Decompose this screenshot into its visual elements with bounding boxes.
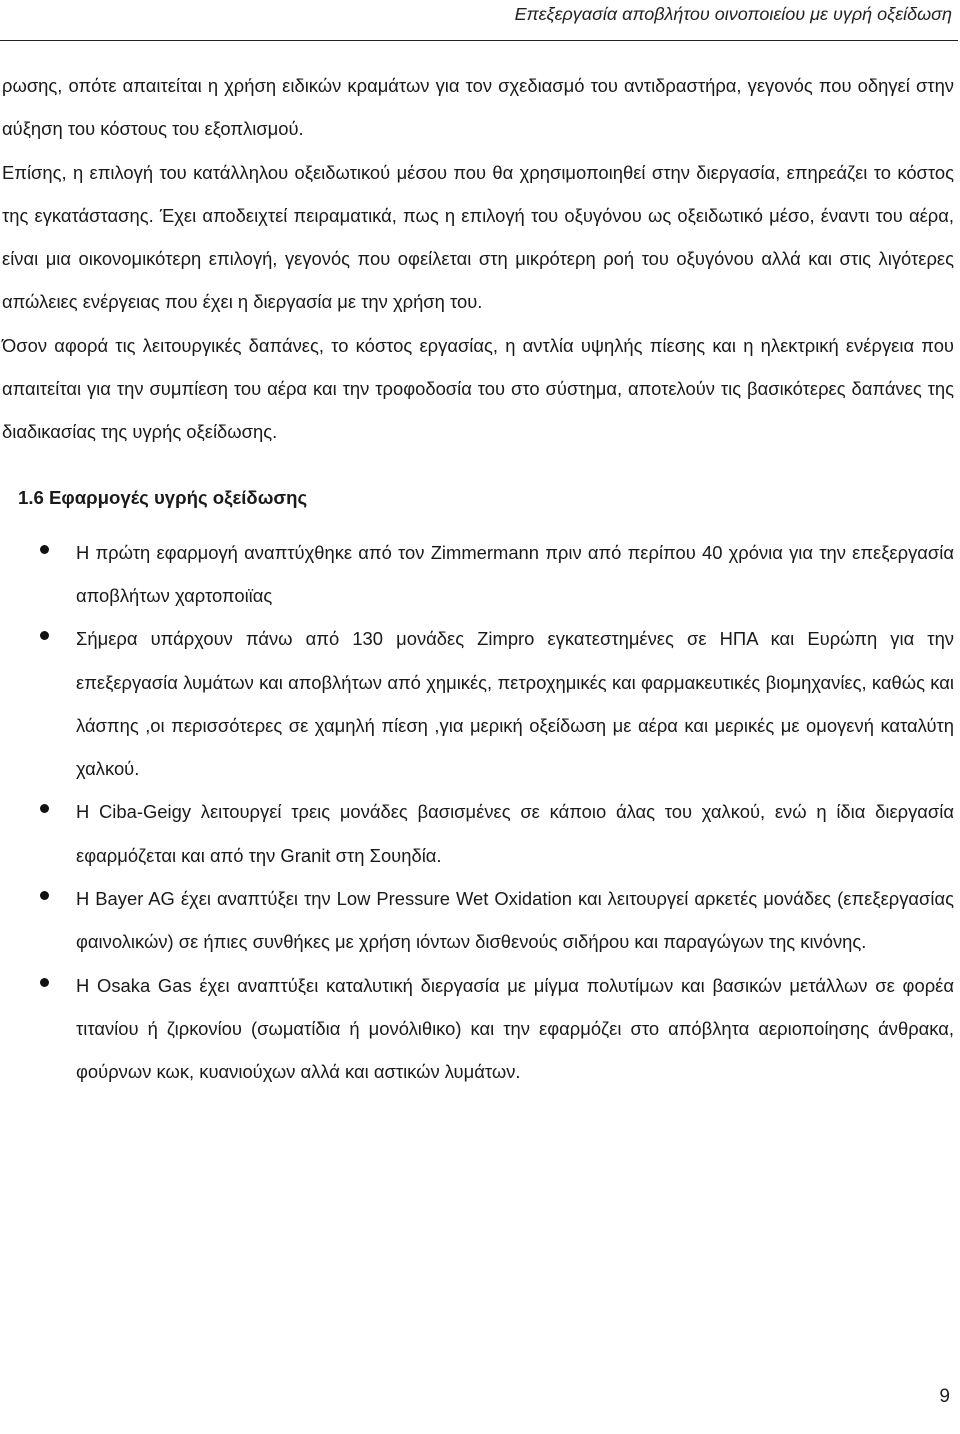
list-item: [2, 877, 954, 964]
paragraph-operating-costs: Όσον αφορά τις λειτουργικές δαπάνες, το κόστος εργασίας, η αντλία υψηλής πίεσης και η ηλεκτρική ενέργεια που απαιτείται για την συμπίεση του αέρα και την τροφοδοσία του στο σύστημα, αποτελούν τις βασικότερες δαπάνες της διαδικασίας της υγρής οξείδωσης.: [2, 334, 954, 443]
list-item-text: Η Bayer AG έχει αναπτύξει την Low Pressure Wet Oxidation και λειτουργεί αρκετές μονάδες (επεξεργασίας φαινολικών) σε ήπιες συνθήκες με χρήση ιόντων δισθενούς σιδήρου και παραγώγων της κινόνης.: [76, 888, 954, 953]
paragraph-continuation: ρωσης, οπότε απαιτείται η χρήση ειδικών κραμάτων για τον σχεδιασμό του αντιδραστήρα, γεγονός που οδηγεί στην αύξηση του κόστους του εξοπλισμού.: [2, 75, 954, 140]
list-item-text: Η Osaka Gas έχει αναπτύξει καταλυτική διεργασία με μίγμα πολυτίμων και βασικών μετάλλων σε φορέα τιτανίου ή ζιρκονίου (σωματίδια ή μονόλιθικο) και την εφαρμόζει στο απόβλητα αεριοποίησης άνθρακα, φούρνων κωκ, κυανιούχων αλλά και αστικών λυμάτων.: [76, 974, 954, 1083]
header-rule: [0, 40, 958, 41]
bullet-icon: [40, 804, 49, 813]
applications-list: [2, 531, 954, 1094]
list-item: [2, 790, 954, 877]
document-body: [2, 64, 954, 1094]
bullet-icon: [40, 978, 49, 987]
list-item-text: Η Ciba-Geigy λειτουργεί τρεις μονάδες βασισμένες σε κάποιο άλας του χαλκού, ενώ η ίδια διεργασία εφαρμόζεται και από την Granit στη Σουηδία.: [76, 801, 954, 866]
list-item: [2, 531, 954, 618]
list-item-text: Η πρώτη εφαρμογή αναπτύχθηκε από τον Zimmermann πριν από περίπου 40 χρόνια για την επεξεργασία αποβλήτων χαρτοποιϊας: [76, 541, 954, 606]
section-heading: 1.6 Εφαρμογές υγρής οξείδωσης: [18, 486, 308, 508]
list-item: [2, 617, 954, 790]
paragraph-oxidant-cost: Επίσης, η επιλογή του κατάλληλου οξειδωτικού μέσου που θα χρησιμοποιηθεί στην διεργασία, επηρεάζει το κόστος της εγκατάστασης. Έχει αποδειχτεί πειραματικά, πως η επιλογή του οξυγόνου ως οξειδωτικό μέσο, έναντι του αέρα, είναι μια οικονομικότερη επιλογή, γεγονός που οφείλεται στη μικρότερη ροή του οξυγόνου αλλά και στις λιγότερες απώλειες ενέργειας που έχει η διεργασία με την χρήση του.: [2, 161, 954, 313]
bullet-icon: [40, 891, 49, 900]
running-header: Επεξεργασία αποβλήτου οινοποιείου με υγρή οξείδωση: [514, 4, 952, 24]
bullet-icon: [40, 631, 49, 640]
bullet-icon: [40, 545, 49, 554]
list-item: [2, 964, 954, 1094]
list-item-text: Σήμερα υπάρχουν πάνω από 130 μονάδες Zimpro εγκατεστημένες σε ΗΠΑ και Ευρώπη για την επεξεργασία λυμάτων και αποβλήτων από χημικές, πετροχημικές και φαρμακευτικές βιομηχανίες, καθώς και λάσπης ,οι περισσότερες σε χαμηλή πίεση ,για μερική οξείδωση με αέρα και μερικές με ομογενή καταλύτη χαλκού.: [76, 628, 954, 780]
page-number: 9: [939, 1386, 950, 1407]
